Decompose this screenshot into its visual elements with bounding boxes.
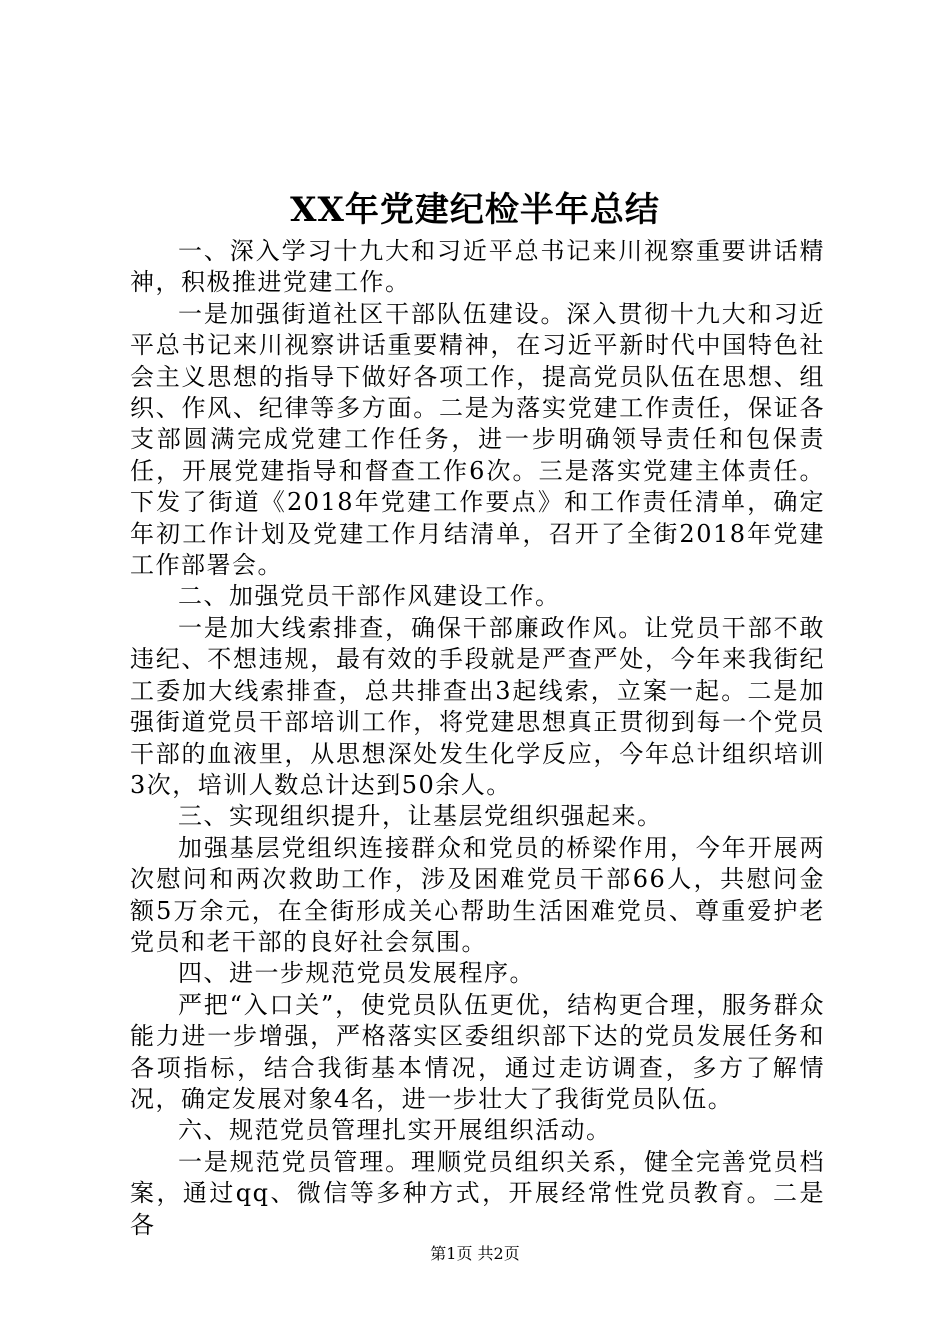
- paragraph: 一是加大线索排查，确保干部廉政作风。让党员干部不敢违纪、不想违规，最有效的手段就是严查严处，今年来我街纪工委加大线索排查，总共排查出3起线索，立案一起。二是加强街道党员干部培训工作，将党建思想真正贯彻到每一个党员干部的血液里，从思想深处发生化学反应，今年总计组织培训3次，培训人数总计达到50余人。: [130, 613, 825, 799]
- paragraph: 六、规范党员管理扎实开展组织活动。: [178, 1116, 612, 1145]
- document-body: [130, 236, 825, 1241]
- paragraph: 一是规范党员管理。理顺党员组织关系，健全完善党员档案，通过qq、微信等多种方式，开展经常性党员教育。二是各: [130, 1147, 825, 1239]
- paragraph: 加强基层党组织连接群众和党员的桥梁作用，今年开展两次慰问和两次救助工作，涉及困难党员干部66人，共慰问金额5万余元，在全街形成关心帮助生活困难党员、尊重爱护老党员和老干部的良好社会氛围。: [130, 833, 825, 956]
- document-title: XX年党建纪检半年总结: [290, 190, 660, 230]
- paragraph: 三、实现组织提升，让基层党组织强起来。: [178, 802, 663, 831]
- paragraph: 二、加强党员干部作风建设工作。: [178, 582, 561, 611]
- paragraph: 严把“入口关”，使党员队伍更优，结构更合理，服务群众能力进一步增强，严格落实区委组织部下达的党员发展任务和各项指标，结合我街基本情况，通过走访调查，多方了解情况，确定发展对象4名，进一步壮大了我街党员队伍。: [130, 990, 825, 1113]
- paragraph: 四、进一步规范党员发展程序。: [178, 959, 535, 988]
- page-footer: 第1页 共2页: [430, 1244, 520, 1263]
- paragraph: 一是加强街道社区干部队伍建设。深入贯彻十九大和习近平总书记来川视察讲话重要精神，在习近平新时代中国特色社会主义思想的指导下做好各项工作，提高党员队伍在思想、组织、作风、纪律等多方面。二是为落实党建工作责任，保证各支部圆满完成党建工作任务，进一步明确领导责任和包保责任，开展党建指导和督查工作6次。三是落实党建主体责任。下发了街道《2018年党建工作要点》和工作责任清单，确定年初工作计划及党建工作月结清单，召开了全街2018年党建工作部署会。: [130, 299, 825, 580]
- paragraph: 一、深入学习十九大和习近平总书记来川视察重要讲话精神，积极推进党建工作。: [130, 237, 825, 297]
